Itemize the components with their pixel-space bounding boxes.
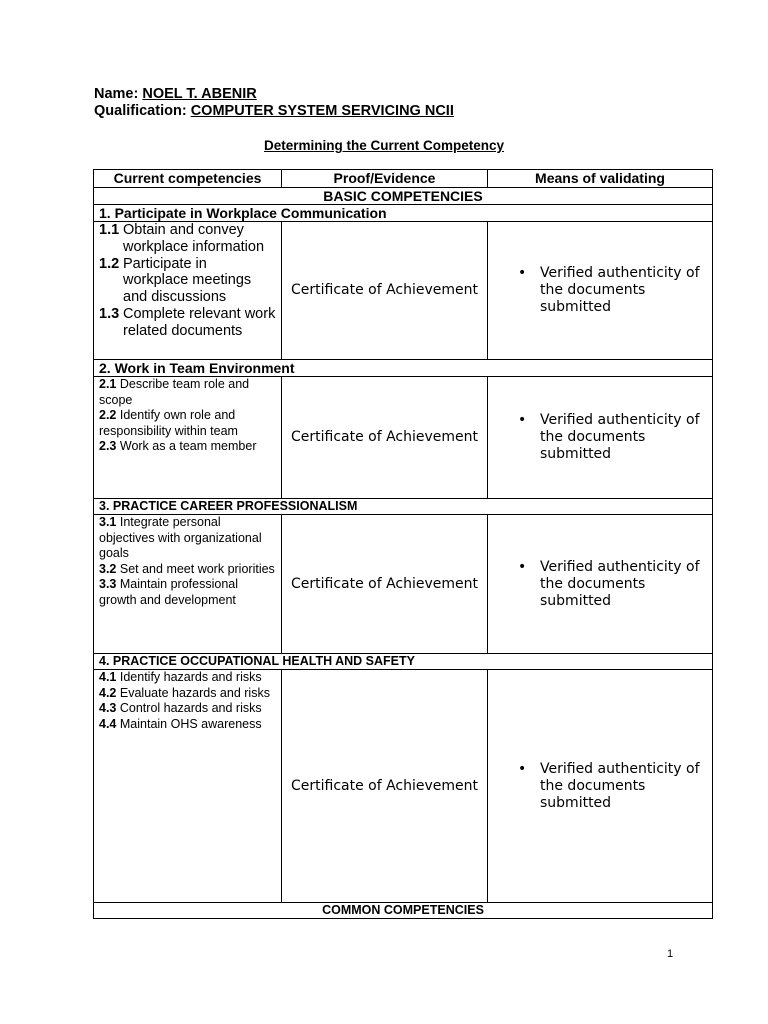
means-cell bbox=[488, 515, 713, 654]
proof-cell: Certificate of Achievement bbox=[282, 670, 488, 903]
list-item bbox=[99, 515, 276, 562]
column-header: Proof/Evidence bbox=[282, 170, 488, 188]
item-number: 2.1 bbox=[99, 377, 117, 391]
list-item bbox=[518, 558, 707, 610]
section-label: COMMON COMPETENCIES bbox=[94, 903, 713, 919]
list-item bbox=[99, 408, 276, 439]
item-text: Evaluate hazards and risks bbox=[119, 685, 270, 700]
item-number: 1.2 bbox=[99, 255, 120, 272]
list-item bbox=[99, 222, 276, 256]
means-text: Verified authenticity of the documents submitted bbox=[540, 412, 700, 462]
competency-list bbox=[94, 670, 282, 903]
group-title: 4. PRACTICE OCCUPATIONAL HEALTH AND SAFETY bbox=[94, 654, 713, 670]
item-number: 3.1 bbox=[99, 515, 117, 529]
section-row-basic bbox=[94, 188, 713, 205]
item-text: Maintain OHS awareness bbox=[119, 716, 262, 731]
item-number: 1.3 bbox=[99, 305, 120, 322]
item-text: Complete relevant work related documents bbox=[123, 305, 276, 339]
column-header: Means of validating bbox=[488, 170, 713, 188]
means-cell bbox=[488, 222, 713, 360]
item-text: Work as a team member bbox=[119, 439, 257, 453]
means-cell bbox=[488, 670, 713, 903]
item-number: 4.1 bbox=[99, 670, 117, 684]
document-header bbox=[94, 86, 454, 120]
table-row bbox=[94, 515, 713, 654]
group-title: 2. Work in Team Environment bbox=[94, 360, 713, 377]
proof-cell: Certificate of Achievement bbox=[282, 515, 488, 654]
means-text: Verified authenticity of the documents submitted bbox=[540, 558, 700, 609]
list-item bbox=[99, 577, 276, 608]
table-header-row bbox=[94, 170, 713, 188]
name-value: NOEL T. ABENIR bbox=[142, 86, 257, 102]
item-text: Participate in workplace meetings and discussions bbox=[123, 255, 252, 306]
group-title-row bbox=[94, 360, 713, 377]
page-title: Determining the Current Competency bbox=[263, 138, 505, 153]
section-row-common bbox=[94, 903, 713, 919]
item-text: Set and meet work priorities bbox=[119, 561, 275, 576]
list-item bbox=[518, 265, 707, 316]
competency-list bbox=[94, 515, 282, 654]
item-number: 2.2 bbox=[99, 408, 117, 422]
group-title: 3. PRACTICE CAREER PROFESSIONALISM bbox=[94, 499, 713, 515]
list-item bbox=[518, 760, 707, 812]
name-label: Name: bbox=[94, 86, 139, 102]
item-number: 1.1 bbox=[99, 222, 120, 238]
item-text: Identify own role and responsibility within team bbox=[99, 408, 238, 438]
group-title-row bbox=[94, 499, 713, 515]
item-number: 3.2 bbox=[99, 561, 117, 576]
item-number: 4.3 bbox=[99, 701, 117, 715]
item-text: Obtain and convey workplace information bbox=[123, 222, 265, 255]
list-item bbox=[99, 256, 276, 306]
item-text: Integrate personal objectives with organizational goals bbox=[99, 515, 262, 560]
item-text: Identify hazards and risks bbox=[119, 670, 262, 684]
section-label: BASIC COMPETENCIES bbox=[94, 188, 713, 205]
means-cell bbox=[488, 377, 713, 499]
group-title-row bbox=[94, 654, 713, 670]
item-number: 3.3 bbox=[99, 577, 117, 591]
list-item bbox=[99, 377, 276, 408]
proof-cell: Certificate of Achievement bbox=[282, 222, 488, 360]
means-text: Verified authenticity of the documents submitted bbox=[540, 760, 700, 811]
item-number: 4.4 bbox=[99, 716, 117, 731]
competency-list bbox=[94, 377, 282, 499]
list-item bbox=[99, 717, 276, 733]
column-header: Current competencies bbox=[94, 170, 282, 188]
means-text: Verified authenticity of the documents submitted bbox=[540, 265, 700, 315]
item-text: Describe team role and scope bbox=[99, 377, 250, 407]
table-row bbox=[94, 670, 713, 903]
item-text: Control hazards and risks bbox=[119, 701, 262, 715]
competency-list bbox=[94, 222, 282, 360]
group-title-row bbox=[94, 205, 713, 222]
qualification-line bbox=[94, 103, 454, 120]
list-item bbox=[99, 439, 276, 455]
item-number: 2.3 bbox=[99, 439, 117, 453]
item-number: 4.2 bbox=[99, 685, 117, 700]
competency-table bbox=[93, 169, 713, 919]
list-item bbox=[99, 562, 276, 578]
list-item bbox=[99, 306, 276, 340]
bullet-icon: • bbox=[518, 558, 527, 575]
name-line bbox=[94, 86, 454, 103]
qualification-label: Qualification: bbox=[94, 103, 187, 119]
list-item bbox=[518, 412, 707, 463]
list-item bbox=[99, 701, 276, 717]
item-text: Maintain professional growth and development bbox=[99, 577, 238, 607]
group-title: 1. Participate in Workplace Communication bbox=[94, 205, 713, 222]
table-row bbox=[94, 377, 713, 499]
bullet-icon: • bbox=[518, 412, 527, 428]
list-item bbox=[99, 670, 276, 686]
bullet-icon: • bbox=[518, 265, 527, 281]
list-item bbox=[99, 686, 276, 702]
bullet-icon: • bbox=[518, 760, 527, 777]
proof-cell: Certificate of Achievement bbox=[282, 377, 488, 499]
qualification-value: COMPUTER SYSTEM SERVICING NCII bbox=[190, 103, 454, 119]
page-number: 1 bbox=[667, 948, 674, 960]
table-row bbox=[94, 222, 713, 360]
